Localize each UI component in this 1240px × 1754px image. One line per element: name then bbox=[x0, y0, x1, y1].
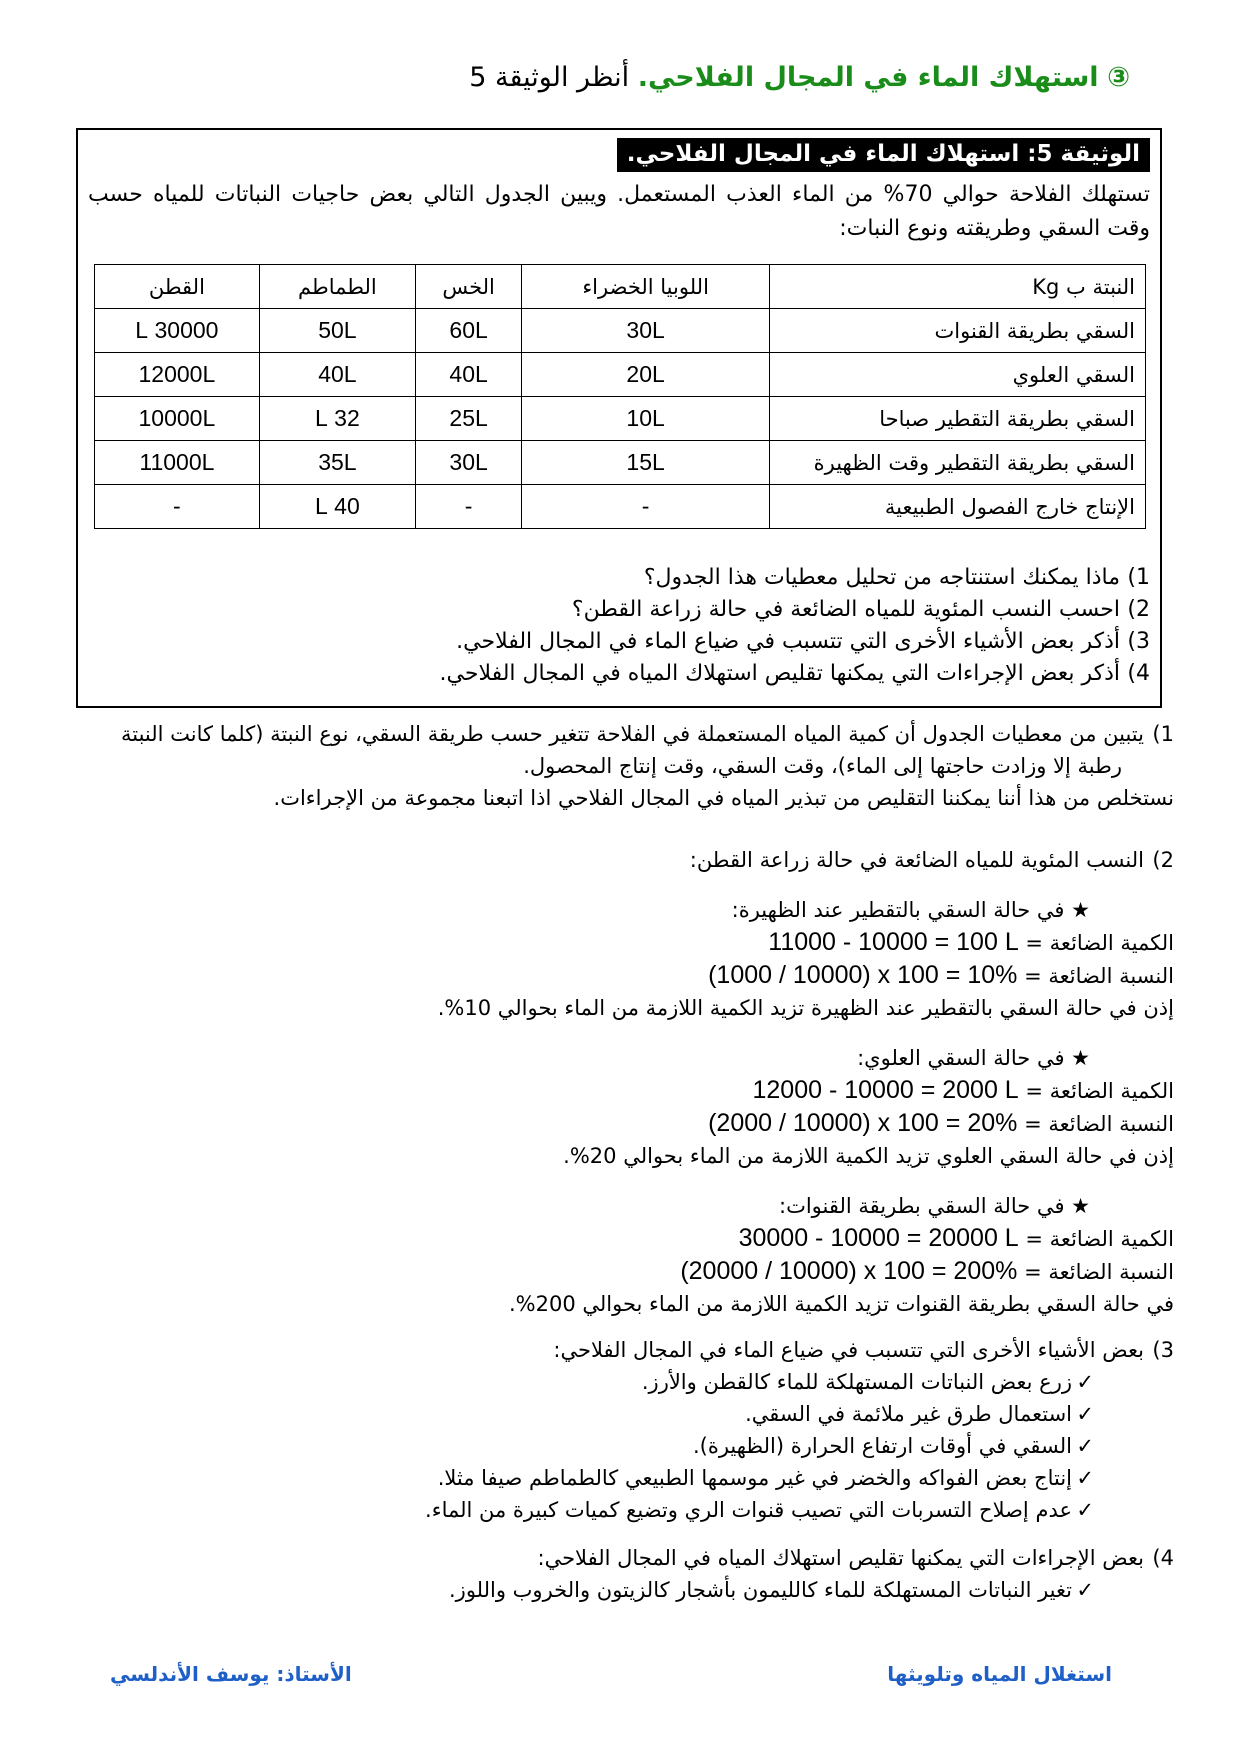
table-header-row bbox=[95, 265, 1146, 309]
case-heading: في حالة السقي بطريقة القنوات: bbox=[779, 1194, 1065, 1218]
table-cell: السقي العلوي bbox=[770, 353, 1146, 397]
question-number: 4) bbox=[1127, 661, 1150, 686]
table-cell: 11000L bbox=[95, 441, 260, 485]
table-row bbox=[95, 397, 1146, 441]
question-text: احسب النسب المئوية للمياه الضائعة في حالة زراعة القطن؟ bbox=[571, 597, 1120, 622]
table-row bbox=[95, 309, 1146, 353]
table-cell: 50L bbox=[259, 309, 415, 353]
check-icon: ✓ bbox=[1076, 1370, 1094, 1394]
table-cell: - bbox=[522, 485, 770, 529]
answer-2 bbox=[66, 844, 1174, 1320]
question-number: 1) bbox=[1127, 565, 1150, 590]
question-number: 2) bbox=[1127, 597, 1150, 622]
answer-2-title: النسب المئوية للمياه الضائعة في حالة زراعة القطن: bbox=[689, 848, 1144, 872]
answer-3 bbox=[66, 1334, 1174, 1526]
table-cell: 10000L bbox=[95, 397, 260, 441]
list-item-text: زرع بعض النباتات المستهلكة للماء كالقطن والأرز. bbox=[641, 1370, 1072, 1394]
table-cell: 30000 L bbox=[95, 309, 260, 353]
table-header-cell: الطماطم bbox=[259, 265, 415, 309]
list-item bbox=[66, 1398, 1094, 1430]
question-item bbox=[88, 562, 1150, 594]
table-row bbox=[95, 441, 1146, 485]
table-cell: 10L bbox=[522, 397, 770, 441]
water-needs-table bbox=[94, 264, 1146, 529]
star-icon: ★ bbox=[1071, 898, 1090, 922]
list-item-text: استعمال طرق غير ملائمة في السقي. bbox=[745, 1402, 1072, 1426]
check-icon: ✓ bbox=[1076, 1402, 1094, 1426]
answer-1-conclusion: نستخلص من هذا أننا يمكننا التقليص من تبذير المياه في المجال الفلاحي اذا اتبعنا مجموعة من الإجراءات. bbox=[273, 786, 1174, 810]
question-text: ماذا يمكنك استنتاجه من تحليل معطيات هذا الجدول؟ bbox=[643, 565, 1120, 590]
table-header-cell: اللوبيا الخضراء bbox=[522, 265, 770, 309]
question-item bbox=[88, 658, 1150, 690]
lost-percentage-value: (20000 / 10000) x 100 = 200% bbox=[680, 1257, 1018, 1285]
answer-4 bbox=[66, 1542, 1174, 1606]
list-item-text: تغير النباتات المستهلكة للماء كالليمون بأشجار كالزيتون والخروب واللوز. bbox=[449, 1578, 1072, 1602]
case-heading: في حالة السقي بالتقطير عند الظهيرة: bbox=[731, 898, 1065, 922]
answers-section bbox=[66, 718, 1174, 1606]
questions-list bbox=[88, 562, 1150, 690]
table-cell: 40 L bbox=[259, 485, 415, 529]
table-header-cell: النبتة ب Kg bbox=[770, 265, 1146, 309]
lost-percentage-label: النسبة الضائعة = bbox=[1024, 1260, 1174, 1284]
answer-3-title-line bbox=[66, 1334, 1174, 1366]
lost-quantity-label: الكمية الضائعة = bbox=[1025, 1079, 1174, 1103]
answer-2-title-line bbox=[66, 844, 1174, 876]
answer-4-title: بعض الإجراءات التي يمكنها تقليص استهلاك المياه في المجال الفلاحي: bbox=[537, 1546, 1144, 1570]
footer-course-title: استغلال المياه وتلويثها bbox=[887, 1662, 1112, 1686]
document-intro: تستهلك الفلاحة حوالي 70% من الماء العذب المستعمل. ويبين الجدول التالي بعض حاجيات النباتات للمياه حسب وقت السقي وطريقته ونوع النبات: bbox=[88, 182, 1150, 241]
table-cell: 25L bbox=[415, 397, 521, 441]
list-item bbox=[66, 1462, 1094, 1494]
footer-author: الأستاذ: يوسف الأندلسي bbox=[110, 1662, 352, 1686]
answer-number: 4) bbox=[1152, 1546, 1174, 1570]
case-heading-line bbox=[66, 1190, 1174, 1222]
table-cell: 60L bbox=[415, 309, 521, 353]
section-number: ③ bbox=[1107, 62, 1130, 93]
list-item-text: السقي في أوقات ارتفاع الحرارة (الظهيرة). bbox=[692, 1434, 1072, 1458]
document-5-box bbox=[76, 128, 1162, 708]
case-conclusion: في حالة السقي بطريقة القنوات تزيد الكمية اللازمة من الماء بحوالي 200%. bbox=[508, 1292, 1174, 1316]
table-row bbox=[95, 485, 1146, 529]
table-cell: 12000L bbox=[95, 353, 260, 397]
answer-number: 2) bbox=[1152, 848, 1174, 872]
table-cell: 15L bbox=[522, 441, 770, 485]
table-cell: - bbox=[95, 485, 260, 529]
lost-quantity-value: 11000 - 10000 = 100 L bbox=[768, 928, 1019, 956]
case-heading-line bbox=[66, 894, 1174, 926]
answer-1-text-2: رطبة إلا وزادت حاجتها إلى الماء)، وقت السقي، وقت إنتاج المحصول. bbox=[523, 754, 1122, 778]
list-item bbox=[66, 1366, 1094, 1398]
table-cell: 30L bbox=[415, 441, 521, 485]
lost-percentage-value: (2000 / 10000) x 100 = 20% bbox=[708, 1109, 1018, 1137]
check-icon: ✓ bbox=[1076, 1466, 1094, 1490]
section-title bbox=[110, 62, 1130, 93]
check-icon: ✓ bbox=[1076, 1434, 1094, 1458]
question-item bbox=[88, 594, 1150, 626]
list-item bbox=[66, 1494, 1094, 1526]
lost-percentage-value: (1000 / 10000) x 100 = 10% bbox=[708, 961, 1018, 989]
lost-quantity-value: 30000 - 10000 = 20000 L bbox=[738, 1224, 1019, 1252]
question-item bbox=[88, 626, 1150, 658]
lost-percentage-label: النسبة الضائعة = bbox=[1024, 1112, 1174, 1136]
answer-3-list bbox=[66, 1366, 1174, 1526]
answer-number: 3) bbox=[1152, 1338, 1174, 1362]
table-header-cell: القطن bbox=[95, 265, 260, 309]
answer-number: 1) bbox=[1152, 722, 1174, 746]
list-item bbox=[66, 1574, 1094, 1606]
table-cell: 30L bbox=[522, 309, 770, 353]
lost-percentage-line bbox=[66, 1255, 1174, 1288]
lost-percentage-line bbox=[66, 959, 1174, 992]
table-cell: 32 L bbox=[259, 397, 415, 441]
lost-quantity-line bbox=[66, 1222, 1174, 1255]
document-header: الوثيقة 5: استهلاك الماء في المجال الفلاحي. bbox=[617, 138, 1150, 172]
table-cell: 35L bbox=[259, 441, 415, 485]
table-cell: السقي بطريقة التقطير وقت الظهيرة bbox=[770, 441, 1146, 485]
table-cell: 20L bbox=[522, 353, 770, 397]
lost-percentage-label: النسبة الضائعة = bbox=[1024, 964, 1174, 988]
table-cell: الإنتاج خارج الفصول الطبيعية bbox=[770, 485, 1146, 529]
case-heading-line bbox=[66, 1042, 1174, 1074]
table-row bbox=[95, 353, 1146, 397]
check-icon: ✓ bbox=[1076, 1498, 1094, 1522]
lost-quantity-label: الكمية الضائعة = bbox=[1025, 1227, 1174, 1251]
question-number: 3) bbox=[1127, 629, 1150, 654]
table-cell: السقي بطريقة التقطير صباحا bbox=[770, 397, 1146, 441]
lost-quantity-label: الكمية الضائعة = bbox=[1025, 931, 1174, 955]
lost-percentage-line bbox=[66, 1107, 1174, 1140]
table-cell: 40L bbox=[259, 353, 415, 397]
question-text: أذكر بعض الإجراءات التي يمكنها تقليص استهلاك المياه في المجال الفلاحي. bbox=[439, 661, 1120, 686]
table-cell: - bbox=[415, 485, 521, 529]
table-header-cell: الخس bbox=[415, 265, 521, 309]
table-cell: 40L bbox=[415, 353, 521, 397]
lost-quantity-value: 12000 - 10000 = 2000 L bbox=[752, 1076, 1019, 1104]
answer-3-title: بعض الأشياء الأخرى التي تتسبب في ضياع الماء في المجال الفلاحي: bbox=[553, 1338, 1144, 1362]
section-reference: أنظر الوثيقة 5 bbox=[469, 62, 630, 93]
list-item-text: إنتاج بعض الفواكه والخضر في غير موسمها الطبيعي كالطماطم صيفا مثلا. bbox=[437, 1466, 1072, 1490]
list-item-text: عدم إصلاح التسربات التي تصيب قنوات الري وتضيع كميات كبيرة من الماء. bbox=[425, 1498, 1072, 1522]
lost-quantity-line bbox=[66, 926, 1174, 959]
lost-quantity-line bbox=[66, 1074, 1174, 1107]
list-item bbox=[66, 1430, 1094, 1462]
answer-4-title-line bbox=[66, 1542, 1174, 1574]
table-cell: السقي بطريقة القنوات bbox=[770, 309, 1146, 353]
section-heading: استهلاك الماء في المجال الفلاحي. bbox=[637, 62, 1099, 93]
star-icon: ★ bbox=[1071, 1194, 1090, 1218]
case-conclusion: إذن في حالة السقي العلوي تزيد الكمية اللازمة من الماء بحوالي 20%. bbox=[563, 1144, 1174, 1168]
answer-1-line1 bbox=[66, 718, 1174, 750]
question-text: أذكر بعض الأشياء الأخرى التي تتسبب في ضياع الماء في المجال الفلاحي. bbox=[456, 629, 1120, 654]
case-conclusion: إذن في حالة السقي بالتقطير عند الظهيرة تزيد الكمية اللازمة من الماء بحوالي 10%. bbox=[437, 996, 1174, 1020]
star-icon: ★ bbox=[1071, 1046, 1090, 1070]
answer-1-text-1: يتبين من معطيات الجدول أن كمية المياه المستعملة في الفلاحة تتغير حسب طريقة السقي، نوع النبتة (كلما كانت النبتة bbox=[121, 722, 1144, 746]
answer-1 bbox=[66, 718, 1174, 814]
check-icon: ✓ bbox=[1076, 1578, 1094, 1602]
answer-4-list bbox=[66, 1574, 1174, 1606]
case-heading: في حالة السقي العلوي: bbox=[857, 1046, 1065, 1070]
